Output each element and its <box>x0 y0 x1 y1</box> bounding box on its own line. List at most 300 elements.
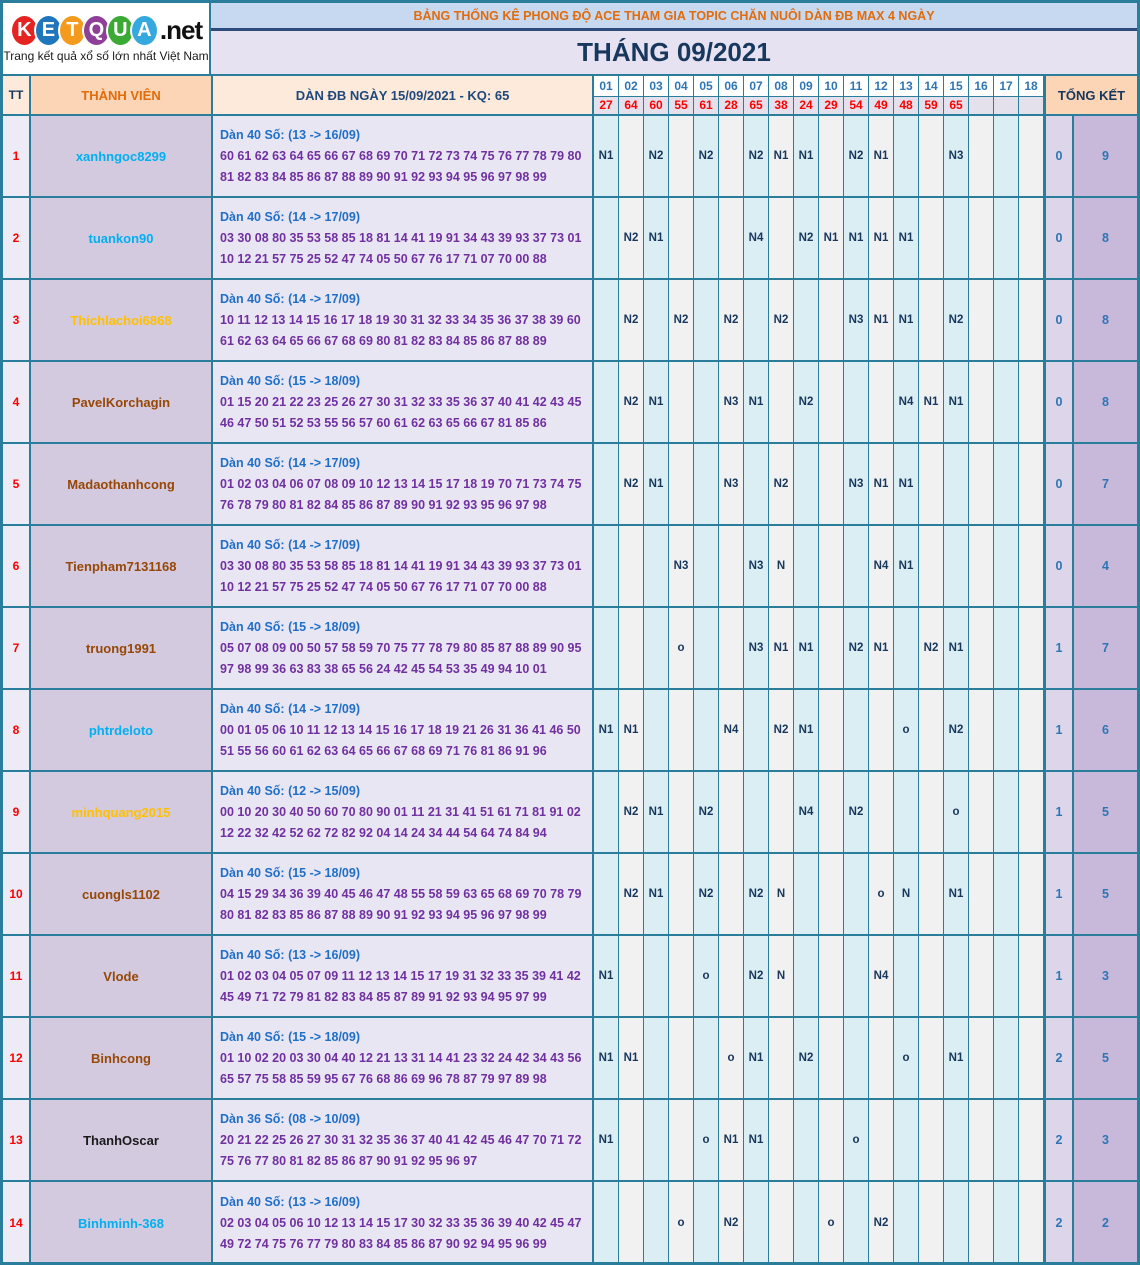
member-name: Tienpham7131168 <box>31 526 213 606</box>
result-number: 27 <box>594 97 618 114</box>
day-cell: N2 <box>769 280 794 360</box>
day-cell: N2 <box>619 362 644 442</box>
day-cell <box>1019 444 1044 524</box>
day-cell: N2 <box>869 1182 894 1264</box>
day-cell <box>1019 854 1044 934</box>
day-cell <box>869 772 894 852</box>
day-cell: N1 <box>869 116 894 196</box>
dan-title: Dàn 40 Số: (14 -> 17/09) <box>220 210 360 224</box>
day-cell: N1 <box>594 1018 619 1098</box>
day-cell: N2 <box>619 772 644 852</box>
day-cell <box>869 690 894 770</box>
day-cell <box>644 1182 669 1264</box>
day-cell <box>769 1100 794 1180</box>
day-cell <box>669 198 694 278</box>
logo-suffix: .net <box>159 15 203 45</box>
day-cell <box>844 1182 869 1264</box>
day-column-header <box>1019 76 1044 114</box>
day-cell <box>994 936 1019 1016</box>
day-cell <box>744 280 769 360</box>
day-cell: N4 <box>744 198 769 278</box>
day-cell: o <box>819 1182 844 1264</box>
day-cell: N1 <box>869 608 894 688</box>
member-name: Thichlachoi6868 <box>31 280 213 360</box>
summary-miss-cell: 2 <box>1044 1182 1074 1264</box>
day-cell <box>619 936 644 1016</box>
dan-info <box>213 280 594 360</box>
member-name: tuankon90 <box>31 198 213 278</box>
day-cell <box>819 772 844 852</box>
day-cell <box>594 854 619 934</box>
dan-numbers-line: 81 82 83 84 85 86 87 88 89 90 91 92 93 94 95 96 97 98 99 <box>220 170 547 184</box>
day-cell: N2 <box>744 936 769 1016</box>
day-cell <box>944 526 969 606</box>
day-cell <box>644 280 669 360</box>
day-cell <box>944 1100 969 1180</box>
summary-total-cell: 3 <box>1074 936 1137 1016</box>
result-number: 24 <box>794 97 818 114</box>
summary-miss-cell: 0 <box>1044 526 1074 606</box>
day-number: 13 <box>894 76 918 97</box>
summary-total-cell: 8 <box>1074 362 1137 442</box>
row-index: 7 <box>3 608 31 688</box>
day-cell <box>594 198 619 278</box>
dan-numbers-line: 46 47 50 51 52 53 55 56 57 60 61 62 63 65 66 67 81 85 86 <box>220 416 547 430</box>
day-cell <box>819 362 844 442</box>
day-column-header <box>694 76 719 114</box>
day-cell <box>594 608 619 688</box>
dan-numbers-line: 03 30 08 80 35 53 58 85 18 81 14 41 19 91 34 43 39 93 37 73 01 <box>220 231 582 245</box>
summary-miss-cell: 0 <box>1044 362 1074 442</box>
day-cell: N3 <box>719 444 744 524</box>
dan-numbers-line: 01 02 03 04 05 07 09 11 12 13 14 15 17 19 31 32 33 35 39 41 42 <box>220 969 581 983</box>
member-row <box>3 444 1137 526</box>
col-header-summary: TỔNG KẾT <box>1044 76 1137 114</box>
row-index: 10 <box>3 854 31 934</box>
row-index: 11 <box>3 936 31 1016</box>
day-cell <box>994 280 1019 360</box>
dan-info <box>213 1100 594 1180</box>
day-cell <box>969 1100 994 1180</box>
day-cell <box>619 1182 644 1264</box>
day-cell: o <box>669 1182 694 1264</box>
day-cell: N1 <box>944 1018 969 1098</box>
day-cell <box>644 526 669 606</box>
dan-numbers-line: 03 30 08 80 35 53 58 85 18 81 14 41 19 91 34 43 39 93 37 73 01 <box>220 559 582 573</box>
day-cell <box>819 1018 844 1098</box>
day-cell: N1 <box>594 116 619 196</box>
day-cell: N2 <box>619 854 644 934</box>
day-cell <box>969 854 994 934</box>
row-index: 14 <box>3 1182 31 1264</box>
col-header-tt: TT <box>3 76 31 114</box>
result-number: 38 <box>769 97 793 114</box>
logo-letter: A <box>130 14 159 47</box>
day-cell: N4 <box>794 772 819 852</box>
summary-miss-cell: 1 <box>1044 936 1074 1016</box>
day-cell: N2 <box>794 1018 819 1098</box>
day-column-header <box>619 76 644 114</box>
day-cell <box>969 198 994 278</box>
result-number: 28 <box>719 97 743 114</box>
day-cell <box>1019 1182 1044 1264</box>
day-cell <box>719 936 744 1016</box>
day-cell: N1 <box>644 444 669 524</box>
day-cell <box>894 1100 919 1180</box>
dan-numbers-line: 65 57 75 58 85 59 95 67 76 68 86 69 96 78 87 79 97 89 98 <box>220 1072 547 1086</box>
dan-title: Dàn 40 Số: (14 -> 17/09) <box>220 292 360 306</box>
day-cell <box>794 936 819 1016</box>
result-number: 60 <box>644 97 668 114</box>
dan-title: Dàn 36 Số: (08 -> 10/09) <box>220 1112 360 1126</box>
day-cell <box>969 772 994 852</box>
result-number: 64 <box>619 97 643 114</box>
site-tagline: Trang kết quả xổ số lớn nhất Việt Nam <box>3 49 209 63</box>
day-cell: N2 <box>694 854 719 934</box>
summary-miss-cell: 1 <box>1044 690 1074 770</box>
day-cell <box>919 1018 944 1098</box>
day-cell <box>819 854 844 934</box>
day-cell: N3 <box>719 362 744 442</box>
day-cell <box>994 772 1019 852</box>
day-cell <box>994 362 1019 442</box>
day-cell <box>819 1100 844 1180</box>
day-cell <box>919 526 944 606</box>
day-column-header <box>869 76 894 114</box>
day-cell: N1 <box>594 690 619 770</box>
day-cell: N2 <box>644 116 669 196</box>
day-cell <box>1019 690 1044 770</box>
result-number: 54 <box>844 97 868 114</box>
day-cell: N1 <box>894 444 919 524</box>
day-number: 02 <box>619 76 643 97</box>
day-cell: N2 <box>844 608 869 688</box>
day-column-header <box>969 76 994 114</box>
day-cell <box>1019 1018 1044 1098</box>
dan-numbers-line: 10 11 12 13 14 15 16 17 18 19 30 31 32 33 34 35 36 37 38 39 60 <box>220 313 581 327</box>
day-cell <box>794 1100 819 1180</box>
day-columns-header <box>594 76 1044 114</box>
day-cell <box>919 936 944 1016</box>
day-cell: o <box>894 1018 919 1098</box>
day-cell <box>969 1182 994 1264</box>
day-cell: N1 <box>794 608 819 688</box>
day-cell <box>619 1100 644 1180</box>
day-column-header <box>819 76 844 114</box>
day-cell: N2 <box>744 854 769 934</box>
day-cell: N <box>769 936 794 1016</box>
summary-miss-cell: 2 <box>1044 1100 1074 1180</box>
day-column-header <box>669 76 694 114</box>
day-cell: N4 <box>719 690 744 770</box>
day-column-header <box>744 76 769 114</box>
day-cell <box>894 1182 919 1264</box>
day-column-header <box>644 76 669 114</box>
member-row <box>3 936 1137 1018</box>
row-index: 3 <box>3 280 31 360</box>
summary-miss-cell: 0 <box>1044 198 1074 278</box>
day-cell <box>644 1100 669 1180</box>
day-cell <box>994 198 1019 278</box>
day-cell: N1 <box>744 1100 769 1180</box>
summary-total-cell: 9 <box>1074 116 1137 196</box>
dan-info <box>213 608 594 688</box>
day-cell <box>694 362 719 442</box>
day-cell <box>1019 362 1044 442</box>
dan-title: Dàn 40 Số: (12 -> 15/09) <box>220 784 360 798</box>
row-index: 12 <box>3 1018 31 1098</box>
day-cell <box>919 690 944 770</box>
day-number: 06 <box>719 76 743 97</box>
dan-numbers-line: 20 21 22 25 26 27 30 31 32 35 36 37 40 41 42 45 46 47 70 71 72 <box>220 1133 582 1147</box>
member-name: minhquang2015 <box>31 772 213 852</box>
member-row <box>3 1018 1137 1100</box>
day-cell: N3 <box>844 444 869 524</box>
result-number: 29 <box>819 97 843 114</box>
day-cell <box>1019 772 1044 852</box>
member-name: phtrdeloto <box>31 690 213 770</box>
day-cell <box>869 362 894 442</box>
day-number: 14 <box>919 76 943 97</box>
dan-info <box>213 116 594 196</box>
day-cell <box>744 690 769 770</box>
day-cell <box>844 854 869 934</box>
dan-info <box>213 854 594 934</box>
day-cell <box>1019 198 1044 278</box>
day-cell: N1 <box>594 1100 619 1180</box>
day-cell: N1 <box>744 1018 769 1098</box>
day-cell <box>694 608 719 688</box>
day-cell: N1 <box>944 854 969 934</box>
day-column-header <box>594 76 619 114</box>
day-number: 11 <box>844 76 868 97</box>
summary-total-cell: 2 <box>1074 1182 1137 1264</box>
day-cell <box>769 198 794 278</box>
dan-numbers-line: 10 12 21 57 75 25 52 47 74 05 50 67 76 17 71 07 70 00 88 <box>220 580 547 594</box>
day-cell: N1 <box>794 690 819 770</box>
summary-miss-cell: 0 <box>1044 116 1074 196</box>
day-cell: N1 <box>644 198 669 278</box>
day-cell: N1 <box>619 1018 644 1098</box>
day-cell <box>594 1182 619 1264</box>
day-cell <box>919 444 944 524</box>
day-cell <box>669 854 694 934</box>
summary-miss-cell: 1 <box>1044 608 1074 688</box>
summary-total-cell: 4 <box>1074 526 1137 606</box>
day-number: 15 <box>944 76 968 97</box>
day-cell <box>819 444 844 524</box>
member-row <box>3 1182 1137 1264</box>
day-cell <box>594 526 619 606</box>
day-cell: N2 <box>719 1182 744 1264</box>
day-cell <box>619 526 644 606</box>
day-cell: N4 <box>869 936 894 1016</box>
dan-title: Dàn 40 Số: (14 -> 17/09) <box>220 702 360 716</box>
day-cell <box>694 526 719 606</box>
day-cell: N2 <box>694 116 719 196</box>
day-cell <box>919 1182 944 1264</box>
dan-info <box>213 444 594 524</box>
dan-numbers-line: 00 10 20 30 40 50 60 70 80 90 01 11 21 31 41 51 61 71 81 91 02 <box>220 805 581 819</box>
member-name: PavelKorchagin <box>31 362 213 442</box>
day-cell: N1 <box>894 198 919 278</box>
day-cell <box>794 444 819 524</box>
result-number: 48 <box>894 97 918 114</box>
day-cell <box>994 608 1019 688</box>
dan-numbers-line: 51 55 56 60 61 62 63 64 65 66 67 68 69 71 76 81 86 91 96 <box>220 744 547 758</box>
day-cell <box>719 854 744 934</box>
day-cell <box>919 1100 944 1180</box>
day-cell: o <box>694 1100 719 1180</box>
logo-letter: K <box>10 14 39 47</box>
result-number: 61 <box>694 97 718 114</box>
day-cell <box>844 936 869 1016</box>
summary-total-cell: 5 <box>1074 772 1137 852</box>
day-cell: N1 <box>619 690 644 770</box>
row-index: 2 <box>3 198 31 278</box>
summary-miss-cell: 1 <box>1044 772 1074 852</box>
logo-letter: T <box>58 14 87 47</box>
member-name: Madaothanhcong <box>31 444 213 524</box>
day-cell: N2 <box>719 280 744 360</box>
dan-numbers-line: 00 01 05 06 10 11 12 13 14 15 16 17 18 19 21 26 31 36 41 46 50 <box>220 723 581 737</box>
day-cell: N2 <box>769 690 794 770</box>
dan-numbers-line: 01 15 20 21 22 23 25 26 27 30 31 32 33 35 36 37 40 41 42 43 45 <box>220 395 582 409</box>
day-cell: N1 <box>894 280 919 360</box>
summary-total-cell: 5 <box>1074 854 1137 934</box>
logo-letter: U <box>106 14 135 47</box>
day-cell: o <box>944 772 969 852</box>
day-cell: N <box>894 854 919 934</box>
day-cell: o <box>844 1100 869 1180</box>
day-cell <box>719 116 744 196</box>
day-cell: N1 <box>869 280 894 360</box>
member-row <box>3 526 1137 608</box>
day-cell: N2 <box>769 444 794 524</box>
row-index: 8 <box>3 690 31 770</box>
day-cell <box>969 526 994 606</box>
day-cell <box>969 362 994 442</box>
dan-numbers-line: 02 03 04 05 06 10 12 13 14 15 17 30 32 33 35 36 39 40 42 45 47 <box>220 1216 582 1230</box>
day-cell: N3 <box>669 526 694 606</box>
day-cell <box>669 444 694 524</box>
day-cell <box>819 936 844 1016</box>
logo-letter: E <box>34 14 63 47</box>
day-cell: N1 <box>869 198 894 278</box>
member-name: ThanhOscar <box>31 1100 213 1180</box>
dan-info <box>213 362 594 442</box>
result-number <box>969 97 993 114</box>
col-header-dan: DÀN ĐB NGÀY 15/09/2021 - KQ: 65 <box>213 76 594 114</box>
day-cell <box>594 444 619 524</box>
day-cell <box>669 1100 694 1180</box>
day-number: 12 <box>869 76 893 97</box>
day-cell <box>744 444 769 524</box>
day-cell: N2 <box>744 116 769 196</box>
member-row <box>3 608 1137 690</box>
day-cell <box>819 690 844 770</box>
day-cell: N2 <box>669 280 694 360</box>
day-cell <box>869 1100 894 1180</box>
result-number: 49 <box>869 97 893 114</box>
day-cell <box>969 608 994 688</box>
day-column-header <box>719 76 744 114</box>
banner-title: BẢNG THỐNG KÊ PHONG ĐỘ ACE THAM GIA TOPIC CHĂN NUÔI DÀN ĐB MAX 4 NGÀY <box>211 3 1137 31</box>
day-cell: N1 <box>719 1100 744 1180</box>
day-cell: N1 <box>794 116 819 196</box>
day-column-header <box>894 76 919 114</box>
day-cell: N2 <box>619 444 644 524</box>
summary-miss-cell: 0 <box>1044 444 1074 524</box>
day-cell <box>969 1018 994 1098</box>
dan-numbers-line: 49 72 74 75 76 77 79 80 83 84 85 86 87 90 92 94 95 96 99 <box>220 1237 547 1251</box>
member-name: Binhminh-368 <box>31 1182 213 1264</box>
day-cell <box>794 280 819 360</box>
day-cell <box>644 690 669 770</box>
day-cell: N3 <box>744 608 769 688</box>
member-name: xanhngoc8299 <box>31 116 213 196</box>
site-logo-link[interactable] <box>3 3 211 74</box>
result-number <box>994 97 1018 114</box>
result-number: 65 <box>944 97 968 114</box>
day-cell <box>994 1182 1019 1264</box>
day-cell <box>669 936 694 1016</box>
member-name: Vlode <box>31 936 213 1016</box>
day-cell <box>969 936 994 1016</box>
day-cell <box>769 362 794 442</box>
day-cell <box>669 1018 694 1098</box>
day-cell: N1 <box>644 854 669 934</box>
row-index: 13 <box>3 1100 31 1180</box>
member-row <box>3 198 1137 280</box>
day-cell <box>594 362 619 442</box>
dan-info <box>213 526 594 606</box>
day-cell <box>1019 280 1044 360</box>
day-cell: N2 <box>619 280 644 360</box>
day-number: 04 <box>669 76 693 97</box>
day-cell <box>994 526 1019 606</box>
summary-total-cell: 7 <box>1074 608 1137 688</box>
member-row <box>3 854 1137 936</box>
day-cell <box>819 116 844 196</box>
day-cell <box>669 690 694 770</box>
col-header-member: THÀNH VIÊN <box>31 76 213 114</box>
dan-title: Dàn 40 Số: (15 -> 18/09) <box>220 620 360 634</box>
day-cell <box>994 690 1019 770</box>
day-cell <box>819 608 844 688</box>
result-number: 65 <box>744 97 768 114</box>
logo-letter: Q <box>82 14 111 47</box>
dan-numbers-line: 80 81 82 83 85 86 87 88 89 90 91 92 93 94 95 96 97 98 99 <box>220 908 547 922</box>
day-cell <box>769 1182 794 1264</box>
day-number: 18 <box>1019 76 1043 97</box>
row-index: 6 <box>3 526 31 606</box>
day-cell: N2 <box>794 198 819 278</box>
summary-total-cell: 8 <box>1074 198 1137 278</box>
dan-info <box>213 772 594 852</box>
day-cell <box>844 526 869 606</box>
dan-numbers-line: 61 62 63 64 65 66 67 68 69 80 81 82 83 84 85 86 87 88 89 <box>220 334 547 348</box>
day-cell: N4 <box>894 362 919 442</box>
row-index: 4 <box>3 362 31 442</box>
dan-numbers-line: 12 22 32 42 52 62 72 82 92 04 14 24 34 44 54 64 74 84 94 <box>220 826 547 840</box>
day-number: 17 <box>994 76 1018 97</box>
day-cell: N1 <box>894 526 919 606</box>
ketqua-logo <box>10 14 202 47</box>
day-cell <box>919 280 944 360</box>
day-cell <box>869 1018 894 1098</box>
result-number <box>1019 97 1043 114</box>
